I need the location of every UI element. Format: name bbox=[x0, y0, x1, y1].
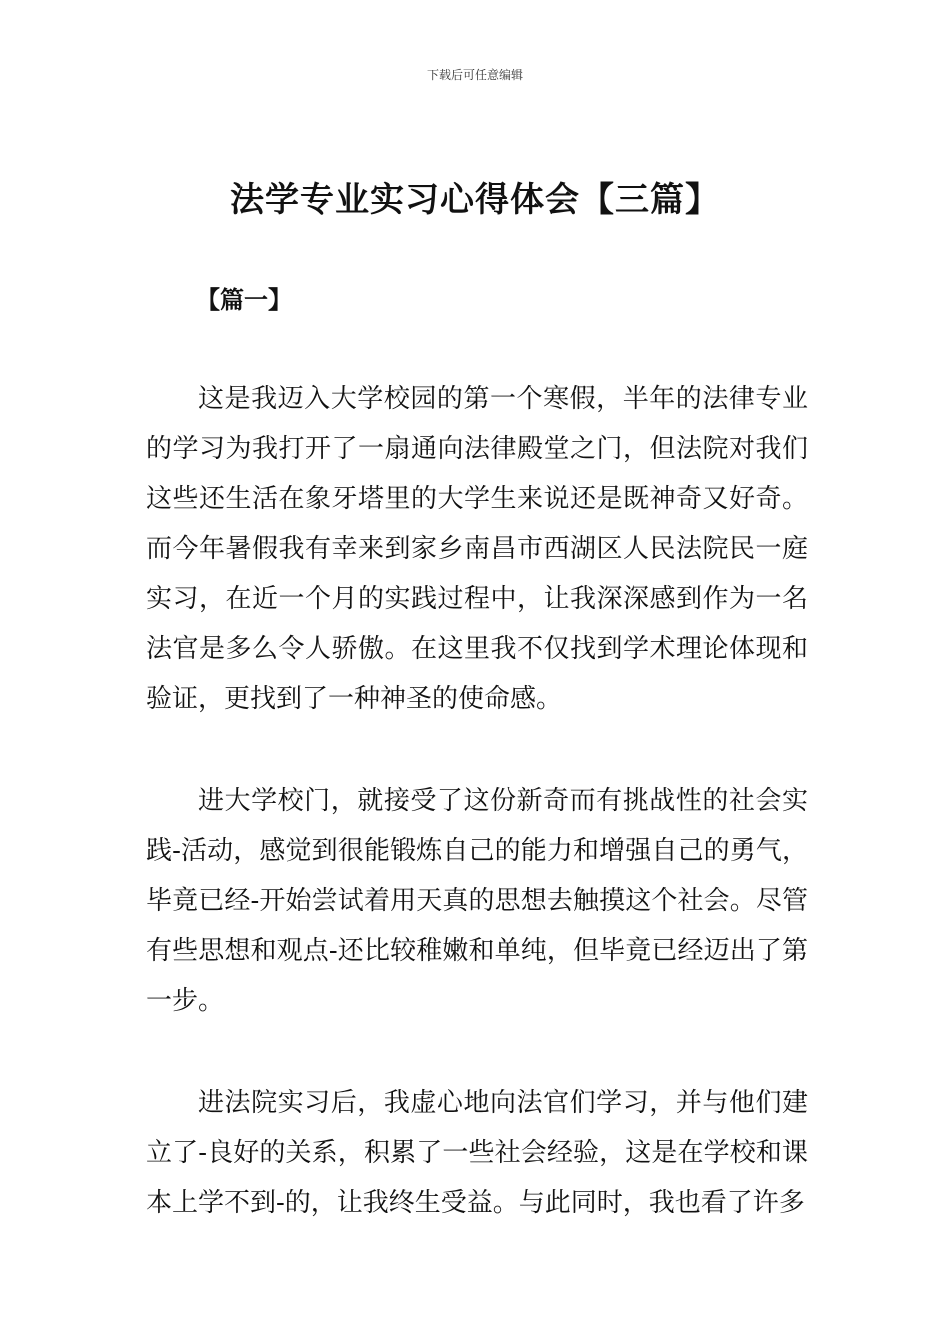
document-body bbox=[146, 374, 808, 1280]
section-heading: 【篇一】 bbox=[196, 286, 292, 314]
paragraph-1: 这是我迈入大学校园的第一个寒假，半年的法律专业的学习为我打开了一扇通向法律殿堂之门，但法院对我们这些还生活在象牙塔里的大学生来说还是既神奇又好奇。而今年暑假我有幸来到家乡南昌市西湖区人民法院民一庭实习，在近一个月的实践过程中，让我深深感到作为一名法官是多么令人骄傲。在这里我不仅找到学术理论体现和验证，更找到了一种神圣的使命感。 bbox=[146, 384, 808, 714]
paragraph-2: 进大学校门，就接受了这份新奇而有挑战性的社会实践-活动，感觉到很能锻炼自己的能力和增强自己的勇气，毕竟已经-开始尝试着用天真的思想去触摸这个社会。尽管有些思想和观点-还比较稚嫩和单纯，但毕竟已经迈出了第一步。 bbox=[146, 786, 808, 1016]
paragraph-3: 进法院实习后，我虚心地向法官们学习，并与他们建立了-良好的关系，积累了一些社会经验，这是在学校和课本上学不到-的，让我终生受益。与此同时，我也看了许多 bbox=[146, 1088, 808, 1218]
header-note: 下载后可任意编辑 bbox=[426, 68, 523, 82]
document-title: 法学专业实习心得体会【三篇】 bbox=[230, 180, 720, 220]
